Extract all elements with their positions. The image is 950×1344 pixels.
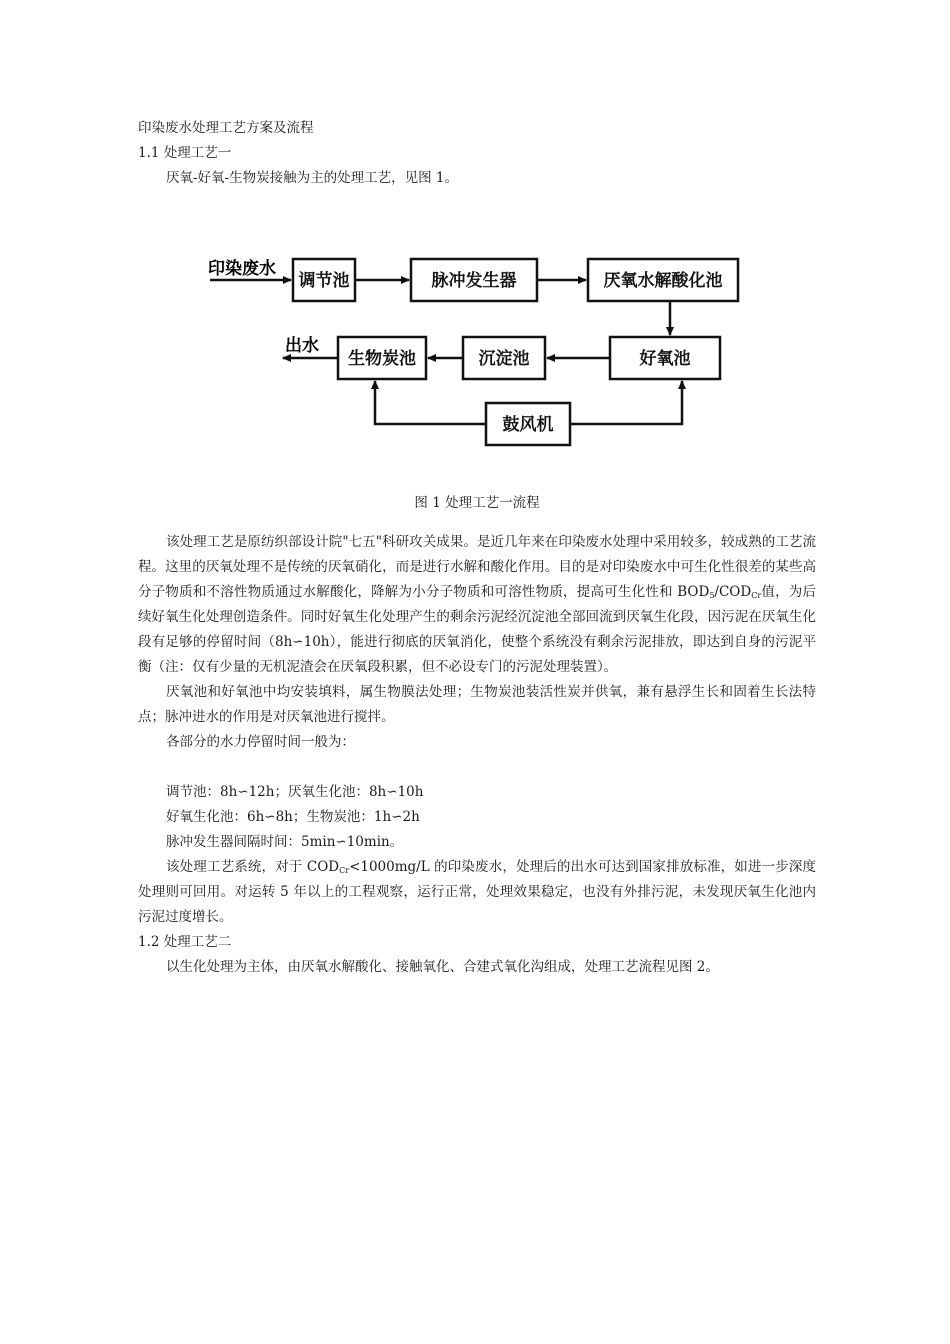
label-gufeng: 鼓风机 bbox=[502, 415, 554, 435]
retention-time-line-1: 调节池：8h∽12h；厌氧生化池：8h∽10h bbox=[166, 784, 424, 800]
retention-time-line-3: 脉冲发生器间隔时间：5min∽10min。 bbox=[166, 834, 404, 850]
paragraph-1: 该处理工艺是原纺织部设计院"七五"科研攻关成果。是近几年来在印染废水处理中采用较多，较成熟的工艺流程。这里的厌氧处理不是传统的厌氧硝化，而是进行水解和酸化作用。目的是对印染废水中可生化性很差的某些高分子物质和不溶性物质通过水解酸化，降解为小分子物质和可溶性物质，提高可生化性和 $BOD_5/COD_{Cr}$值，为后续好氧生化处理创造条件。同时好氧生化处理产生的剩余污泥经沉淀池全部回流到厌氧生化段，因污泥在厌氧生化段有足够的停留时间（8h∽10h），能进行彻底的厌氧消化，使整个系统没有剩余污泥排放，即达到自身的污泥平衡（注：仅有少量的无机泥渣会在厌氧段积累，但不必设专门的污泥处理装置）。 bbox=[138, 534, 817, 675]
figure-1-caption: 图 1 处理工艺一流程 bbox=[414, 495, 540, 511]
paragraph-4: 该处理工艺系统，对于 $COD_{Cr}<1000mg/L$ 的印染废水，处理后的出水可达到国家排放标准，如进一步深度处理则可回用。对运转 5 年以上的工程观察，运行正常，处理效果稳定，也没有外排污泥，未发现厌氧生化池内污泥过度增长。 bbox=[138, 859, 817, 925]
section-1-1-intro: 厌氧-好氧-生物炭接触为主的处理工艺，见图 1。 bbox=[166, 170, 459, 186]
figure-1-flow-diagram bbox=[138, 197, 816, 489]
label-haoyang: 好氧池 bbox=[639, 349, 691, 369]
arrow-gufeng-haoyang bbox=[570, 381, 682, 424]
document-title: 印染废水处理工艺方案及流程 bbox=[138, 120, 314, 136]
section-heading-1-2: 1.2 处理工艺二 bbox=[138, 934, 232, 950]
label-output: 出水 bbox=[285, 336, 319, 356]
document-page bbox=[138, 116, 816, 980]
label-chendian: 沉淀池 bbox=[478, 349, 530, 369]
label-yanyang: 厌氧水解酸化池 bbox=[603, 271, 723, 291]
section-1-2-intro: 以生化处理为主体，由厌氧水解酸化、接触氧化、合建式氧化沟组成，处理工艺流程见图 2。 bbox=[166, 959, 719, 975]
label-tiaojie: 调节池 bbox=[298, 271, 350, 291]
retention-time-line-2: 好氧生化池：6h∽8h；生物炭池：1h∽2h bbox=[166, 809, 420, 825]
paragraph-3: 各部分的水力停留时间一般为： bbox=[166, 734, 355, 750]
paragraph-2: 厌氧池和好氧池中均安装填料，属生物膜法处理；生物炭池装活性炭并供氧，兼有悬浮生长和固着生长法特点；脉冲进水的作用是对厌氧池进行搅拌。 bbox=[138, 684, 816, 725]
label-maichong: 脉冲发生器 bbox=[431, 271, 517, 291]
label-shengwu: 生物炭池 bbox=[348, 349, 416, 369]
label-input: 印染废水 bbox=[208, 259, 276, 279]
arrow-gufeng-shengwu bbox=[375, 381, 486, 424]
section-heading-1-1: 1.1 处理工艺一 bbox=[138, 145, 232, 161]
